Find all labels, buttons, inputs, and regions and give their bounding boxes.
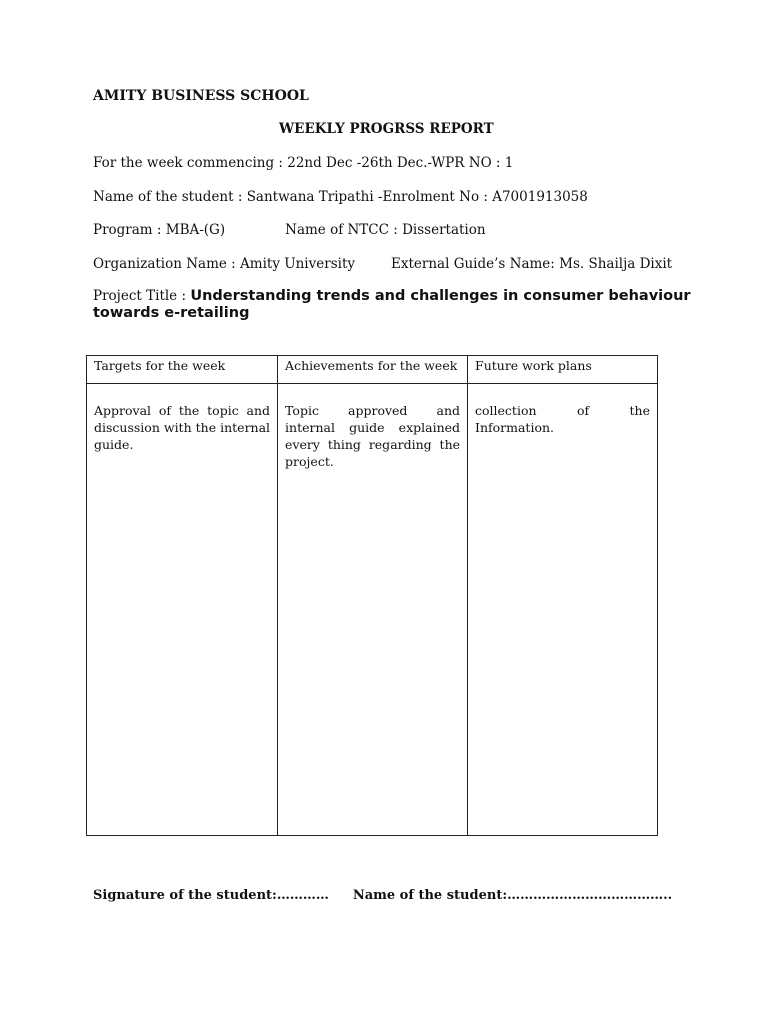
student-name-line: Name of the student : Santwana Tripathi -Enrolment No : A7001913058 [93, 189, 588, 205]
project-title-label: Project Title : [93, 288, 187, 304]
week-commencing-line: For the week commencing : 22nd Dec -26th Dec.-WPR NO : 1 [93, 155, 514, 171]
signature-line [93, 888, 672, 903]
school-name: AMITY BUSINESS SCHOOL [93, 88, 309, 104]
header-targets: Targets for the week [87, 356, 278, 384]
organization-line [93, 256, 672, 272]
program-line [93, 222, 486, 238]
external-guide-text: External Guide’s Name: Ms. Shailja Dixit [391, 256, 673, 272]
program-text: Program : MBA-(G) [93, 222, 226, 238]
cell-achievements: Topic approved and internal guide explained every thing regarding the project. [278, 384, 468, 836]
cell-targets: Approval of the topic and discussion with the internal guide. [87, 384, 278, 836]
ntcc-text: Name of NTCC : Dissertation [285, 222, 486, 238]
progress-table [86, 355, 658, 836]
student-signature: Signature of the student:………… [93, 888, 329, 903]
header-future-plans: Future work plans [468, 356, 658, 384]
organization-text: Organization Name : Amity University [93, 256, 355, 272]
header-achievements: Achievements for the week [278, 356, 468, 384]
student-name-field: Name of the student:……………………………….. [352, 888, 673, 903]
report-title: WEEKLY PROGRSS REPORT [279, 121, 494, 137]
project-title-value: Understanding trends and challenges in consumer behaviour towards e-retailing [93, 288, 691, 321]
project-title-block [93, 288, 693, 322]
table-row [87, 384, 658, 836]
table-header-row [87, 356, 658, 384]
cell-future-plans: collection of the Information. [468, 384, 658, 836]
